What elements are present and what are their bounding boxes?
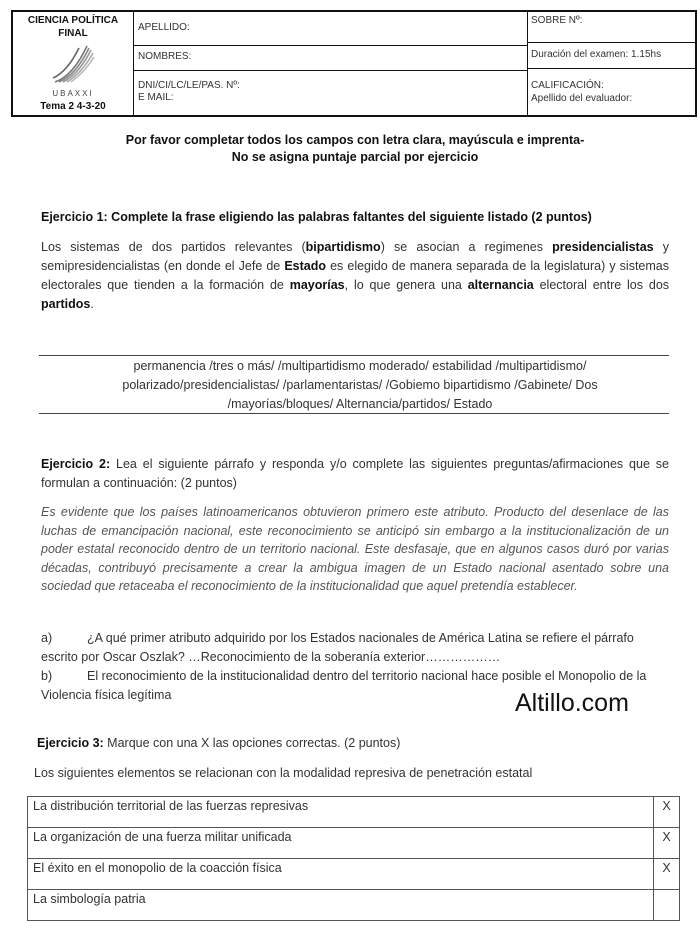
question-a-label: a) (41, 631, 53, 645)
nombres-field[interactable] (134, 46, 528, 71)
ejercicio3-title (37, 734, 665, 753)
word-list: permanencia /tres o más/ /multipartidismo moderado/ estabilidad /multipartidismo/ polarizado/presidencialistas/ /parlamentaristas/ /Gobiemo bipartidismo /Gabinete/ Dos /mayorías/bloques/ Alternancia/partidos/ Estado (122, 359, 598, 411)
text-segment: . (90, 297, 94, 311)
option-row (28, 859, 680, 890)
exam-header (11, 10, 697, 117)
logo-cell (13, 12, 134, 115)
option-checkbox[interactable]: X (654, 828, 680, 859)
course-title-line2: FINAL (58, 28, 88, 39)
text-segment: ) se asocian a regimenes (380, 240, 553, 254)
ejercicio2-quote: Es evidente que los países latinoamericanos obtuvieron primero este atributo. Producto del desenlace de las luchas de emancipación nacional, este reconocimiento se anticipó sin embargo a la institucionalización de un poder estatal reconocido dentro de un territorio nacional. Este desfasaje, que en algunos casos duró por varias décadas, contribuyó precisamente a crear la ambigua imagen de un Estado nacional asentado sobre una sociedad que retaceaba el reconocimiento de la institucionalidad que aquel pretendía establecer. (41, 505, 669, 593)
nombres-label: NOMBRES: (138, 51, 192, 62)
option-checkbox[interactable] (654, 890, 680, 921)
question-a (41, 629, 669, 667)
sobre-field[interactable] (528, 12, 695, 43)
option-row (28, 797, 680, 828)
dni-email-field[interactable] (134, 71, 528, 115)
duracion-label: Duración del examen: 1.15hs (531, 49, 662, 60)
apellido-label: APELLIDO: (138, 22, 190, 33)
dni-label: DNI/CI/LC/LE/PAS. Nº: (138, 80, 240, 91)
filled-word: alternancia (467, 278, 534, 292)
ejercicio3-label: Ejercicio 3: (37, 736, 104, 750)
question-b-text: El reconocimiento de la institucionalidad dentro del territorio nacional hace posible el Monopolio de la Violencia física legítima (41, 669, 647, 702)
question-a-text: ¿A qué primer atributo adquirido por los Estados nacionales de América Latina se refiere el párrafo escrito por Oscar Oszlak? …Reconocimiento de la soberanía exterior……………… (41, 631, 634, 664)
option-text: La organización de una fuerza militar unificada (28, 828, 654, 859)
option-text: La distribución territorial de las fuerzas represivas (28, 797, 654, 828)
ubaxxi-logo-icon (51, 42, 95, 86)
evaluador-label: Apellido del evaluador: (531, 93, 633, 104)
ejercicio3-instructions: Marque con una X las opciones correctas. (2 puntos) (103, 736, 401, 750)
option-row (28, 828, 680, 859)
option-text: El éxito en el monopolio de la coacción física (28, 859, 654, 890)
text-segment: es elegido de manera separada de la legislatura) y sistemas electorales que tienden a la formación de (41, 259, 669, 292)
option-checkbox[interactable]: X (654, 797, 680, 828)
course-title-line1: CIENCIA POLÍTICA (27, 15, 119, 26)
text-segment: electoral entre los dos (533, 278, 670, 292)
filled-word: partidos (41, 297, 91, 311)
duracion-cell (528, 43, 695, 69)
instructions-line1: Por favor completar todos los campos con letra clara, mayúscula e imprenta- (125, 133, 585, 147)
option-row (28, 890, 680, 921)
text-segment: , lo que genera una (344, 278, 468, 292)
question-b-label: b) (41, 669, 53, 683)
options-table (27, 796, 680, 921)
text-segment: Los sistemas de dos partidos relevantes ( (41, 240, 306, 254)
filled-word: bipartidismo (305, 240, 381, 254)
instructions (41, 132, 669, 166)
filled-word: mayorías (289, 278, 345, 292)
ejercicio1-text (41, 238, 669, 314)
ejercicio3-intro: Los siguientes elementos se relacionan con la modalidad represiva de penetración estatal (34, 766, 533, 780)
divider-bottom (39, 413, 669, 414)
ejercicio2-instructions: Lea el siguiente párrafo y responda y/o complete las siguientes preguntas/afirmaciones que se formulan a continuación: (2 puntos) (41, 457, 669, 490)
tema-label: Tema 2 4-3-20 (40, 101, 106, 112)
instructions-line2: No se asigna puntaje parcial por ejercicio (231, 150, 479, 164)
option-text: La simbología patria (28, 890, 654, 921)
calificacion-cell[interactable] (528, 69, 695, 115)
watermark: Altillo.com (515, 689, 629, 717)
text-segment: y semipresidencialistas (en donde el Jefe de (41, 240, 669, 273)
ejercicio1-title: Ejercicio 1: Complete la frase eligiendo las palabras faltantes del siguiente listado (2 puntos) (41, 210, 592, 224)
logo-text: UBAXXI (52, 89, 94, 98)
option-checkbox[interactable]: X (654, 859, 680, 890)
apellido-field[interactable] (134, 12, 528, 46)
email-label: E MAIL: (138, 92, 174, 103)
sobre-label: SOBRE Nº: (531, 15, 583, 26)
filled-word: Estado (284, 259, 327, 273)
calificacion-label: CALIFICACIÓN: (531, 80, 604, 91)
divider-top (39, 355, 669, 356)
filled-word: presidencialistas (552, 240, 654, 254)
ejercicio2-label: Ejercicio 2: (41, 457, 111, 471)
ejercicio2-title (41, 455, 669, 493)
